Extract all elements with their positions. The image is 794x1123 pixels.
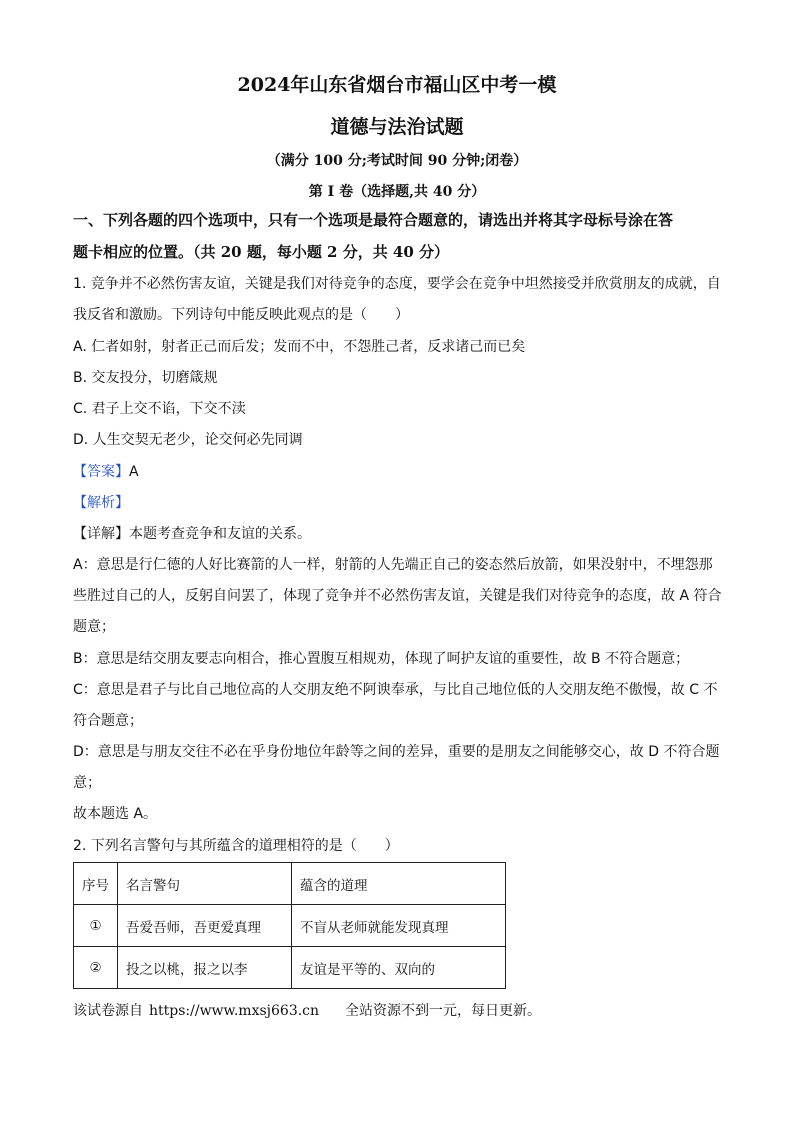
- q1-conclusion: 故本题选 A。: [73, 806, 158, 822]
- table-cell: 不盲从老师就能发现真理: [292, 905, 506, 947]
- answer-tag: 【答案】: [73, 464, 129, 480]
- q1-explain-d-line2: 意；: [73, 775, 101, 791]
- table-cell: 投之以桃，报之以李: [118, 947, 292, 989]
- analysis-tag: 【解析】: [73, 495, 129, 511]
- q1-explain-a-line1: A：意思是行仁德的人好比赛箭的人一样，射箭的人先端正自己的姿态然后放箭，如果没射中，不埋怨那: [73, 557, 713, 573]
- section-heading-line2: 题卡相应的位置。（共 20 题，每小题 2 分，共 40 分）: [73, 243, 450, 261]
- table-cell: ①: [74, 905, 118, 947]
- answer-value: A: [129, 464, 139, 480]
- exam-info: （满分 100 分;考试时间 90 分钟;闭卷）: [266, 153, 528, 169]
- volume-heading: 第 I 卷（选择题,共 40 分）: [308, 184, 486, 200]
- table-header-cell: 蕴含的道理: [292, 863, 506, 905]
- q1-option-c: C. 君子上交不谄，下交不渎: [73, 401, 246, 417]
- q1-answer: [73, 462, 723, 482]
- source-footer: [73, 1000, 541, 1020]
- q1-analysis: [73, 493, 723, 513]
- q1-explain-b: B：意思是结交朋友要志向相合，推心置腹互相规劝，体现了呵护友谊的重要性，故 B 不符合题意；: [73, 651, 690, 667]
- exam-title: 2024年山东省烟台市福山区中考一模: [237, 74, 557, 96]
- q1-detail: 【详解】本题考查竞争和友谊的关系。: [73, 526, 311, 542]
- exam-subject: 道德与法治试题: [330, 116, 464, 138]
- q1-option-d: D. 人生交契无老少，论交何必先同调: [73, 432, 303, 448]
- table-cell: 友谊是平等的、双向的: [292, 947, 506, 989]
- table-header-row: [74, 863, 506, 905]
- q1-explain-c-line1: C：意思是君子与比自己地位高的人交朋友绝不阿谀奉承，与比自己地位低的人交朋友绝不傲慢，故 C 不: [73, 682, 718, 698]
- table-cell: 吾爱吾师，吾更爱真理: [118, 905, 292, 947]
- source-label: 该试卷源自: [73, 1003, 143, 1019]
- q1-explain-d-line1: D：意思是与朋友交往不必在乎身份地位年龄等之间的差异，重要的是朋友之间能够交心，故 D 不符合题: [73, 744, 720, 760]
- source-link[interactable]: https://www.mxsj663.cn: [149, 1003, 320, 1019]
- section-heading-line1: 一、下列各题的四个选项中，只有一个选项是最符合题意的，请选出并将其字母标号涂在答: [73, 211, 674, 229]
- table-header-cell: 序号: [74, 863, 118, 905]
- q1-explain-a-line3: 题意；: [73, 619, 115, 635]
- q1-explain-a-line2: 些胜过自己的人，反躬自问罢了，体现了竞争并不必然伤害友谊，关键是我们对待竞争的态度，故 A 符合: [73, 588, 722, 604]
- table-row: [74, 947, 506, 989]
- q2-stem: 2. 下列名言警句与其所蕴含的道理相符的是（ ）: [73, 838, 399, 854]
- q1-option-b: B. 交友投分，切磨箴规: [73, 370, 218, 386]
- q1-stem-line2: 我反省和激励。下列诗句中能反映此观点的是（ ）: [73, 307, 409, 323]
- q1-stem-line1: 1. 竞争并不必然伤害友谊，关键是我们对待竞争的态度，要学会在竞争中坦然接受并欣赏朋友的成就，自: [73, 276, 721, 292]
- q2-table: [73, 862, 506, 989]
- q1-explain-c-line2: 符合题意；: [73, 713, 143, 729]
- footer-slogan: 全站资源不到一元，每日更新。: [345, 1003, 542, 1019]
- table-cell: ②: [74, 947, 118, 989]
- q1-option-a: A. 仁者如射，射者正己而后发；发而不中，不怨胜己者，反求诸己而已矣: [73, 339, 526, 355]
- table-row: [74, 905, 506, 947]
- table-header-cell: 名言警句: [118, 863, 292, 905]
